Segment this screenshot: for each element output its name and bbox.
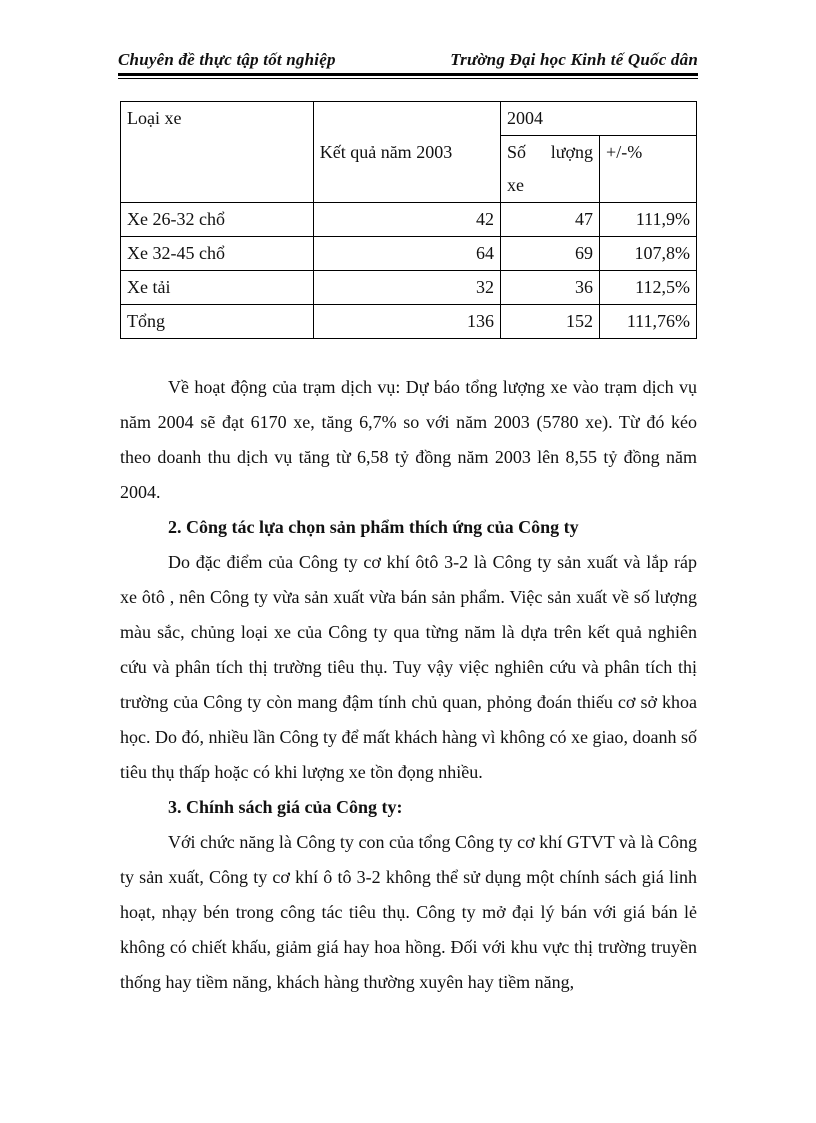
row-pct-value: 112,5% (600, 271, 697, 305)
section-heading-2: 2. Công tác lựa chọn sản phẩm thích ứng của Công ty (168, 517, 579, 537)
paragraph-product-selection: Do đặc điểm của Công ty cơ khí ôtô 3-2 là Công ty sản xuất và lắp ráp xe ôtô , nên Công ty vừa sản xuất vừa bán sản phẩm. Việc sản xuất về số lượng màu sắc, chủng loại xe của Công ty qua từng năm là dựa trên kết quả nghiên cứu và phân tích thị trường tiêu thụ. Tuy vậy việc nghiên cứu và phân tích thị trường của Công ty còn mang đậm tính chủ quan, phỏng đoán thiếu cơ sở khoa học. Do đó, nhiều lần Công ty để mất khách hàng vì không có xe giao, doanh số tiêu thụ thấp hoặc có khi lượng xe tồn đọng nhiều. (120, 552, 697, 782)
table-row (121, 237, 697, 271)
header-rule-thin (118, 78, 698, 79)
row-pct-value: 107,8% (600, 237, 697, 271)
header-rule-thick (118, 73, 698, 76)
page-header (118, 48, 698, 74)
row-pct-value: 111,76% (600, 305, 697, 339)
subheader-count-word2: lượng (550, 142, 594, 162)
row-2003-value: 42 (313, 203, 500, 237)
section-heading-3: 3. Chính sách giá của Công ty: (168, 797, 403, 817)
row-pct-value: 111,9% (600, 203, 697, 237)
row-2004-value: 47 (500, 203, 599, 237)
table-row (121, 305, 697, 339)
header-left-title: Chuyên đề thực tập tốt nghiệp (118, 50, 336, 69)
vehicle-stats-table (120, 101, 697, 339)
row-2004-value: 69 (500, 237, 599, 271)
subheader-count-word3: xe (506, 175, 524, 195)
row-label: Xe 32-45 chổ (121, 237, 314, 271)
row-2004-value: 152 (500, 305, 599, 339)
subheader-cell-count (500, 136, 599, 203)
header-cell-2003: Kết quả năm 2003 (313, 102, 500, 203)
row-label: Xe 26-32 chổ (121, 203, 314, 237)
paragraph-pricing-policy: Với chức năng là Công ty con của tổng Công ty cơ khí GTVT và là Công ty sản xuất, Công ty cơ khí ô tô 3-2 không thể sử dụng một chính sách giá linh hoạt, nhạy bén trong công tác tiêu thụ. Công ty mở đại lý bán với giá bán lẻ không có chiết khấu, giảm giá hay hoa hồng. Đối với khu vực thị trường truyền thống hay tiềm năng, khách hàng thường xuyên hay tiềm năng, (120, 832, 697, 992)
header-cell-2004: 2004 (500, 102, 696, 136)
table-row (121, 203, 697, 237)
table-row (121, 271, 697, 305)
row-2004-value: 36 (500, 271, 599, 305)
row-2003-value: 64 (313, 237, 500, 271)
row-2003-value: 32 (313, 271, 500, 305)
header-right-title: Trường Đại học Kinh tế Quốc dân (450, 50, 698, 69)
row-label: Xe tải (121, 271, 314, 305)
paragraph-service-station: Về hoạt động của trạm dịch vụ: Dự báo tổng lượng xe vào trạm dịch vụ năm 2004 sẽ đạt 6170 xe, tăng 6,7% so với năm 2003 (5780 xe). Từ đó kéo theo doanh thu dịch vụ tăng từ 6,58 tỷ đồng năm 2003 lên 8,55 tỷ đồng năm 2004. (120, 377, 697, 502)
header-cell-type: Loại xe (121, 102, 314, 203)
subheader-cell-pct: +/-% (600, 136, 697, 203)
table-header-row (121, 102, 697, 136)
row-label: Tổng (121, 305, 314, 339)
row-2003-value: 136 (313, 305, 500, 339)
subheader-count-word1: Số (506, 142, 526, 162)
body-text (120, 370, 697, 1000)
